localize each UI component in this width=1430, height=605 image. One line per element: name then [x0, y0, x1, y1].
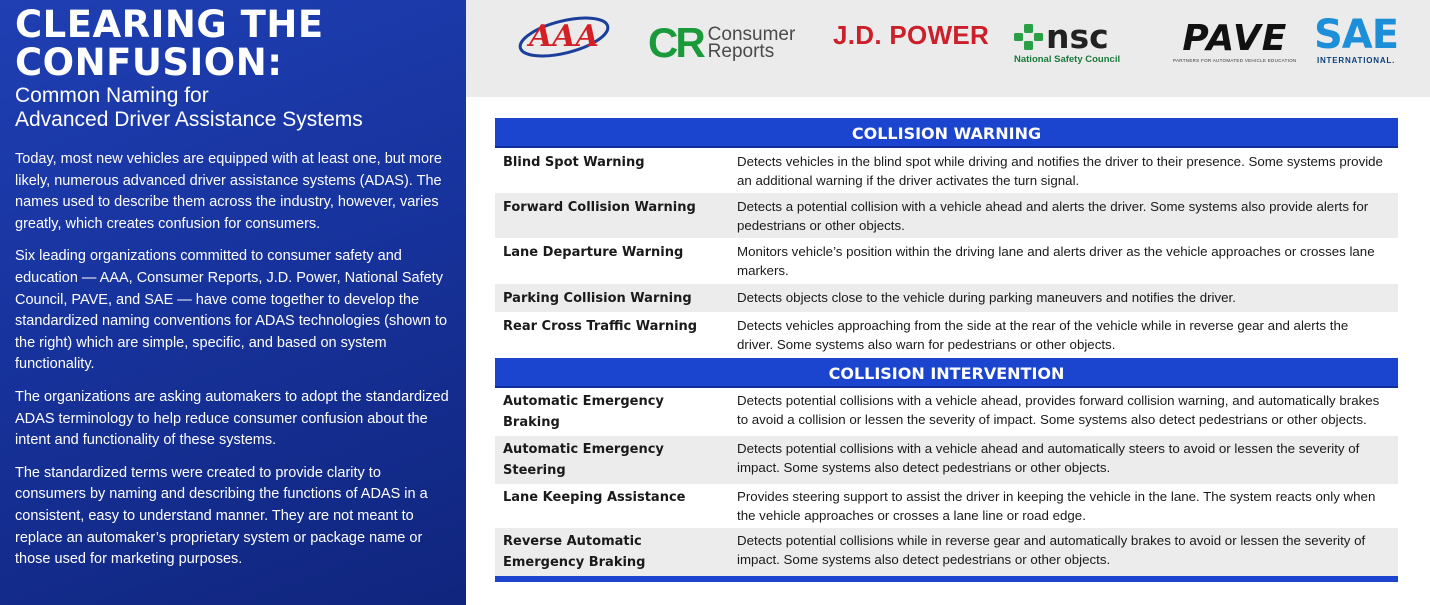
table-row	[495, 148, 1398, 193]
intro-panel	[0, 0, 466, 605]
term-description: Detects vehicles approaching from the side at the rear of the vehicle while in reverse gear and alerts the driver. Some systems also warn for pedestrians or other objects.	[737, 318, 1349, 352]
table-row	[495, 484, 1398, 528]
nsc-logo	[1014, 8, 1120, 78]
intro-paragraph: The organizations are asking automakers to adopt the standardized ADAS terminology to help reduce consumer confusion about the intent and functionality of these systems.	[15, 388, 449, 449]
term-description: Provides steering support to assist the driver in keeping the vehicle in the lane. The system reacts only when the vehicle approaches or crosses a lane line or road edge.	[737, 489, 1376, 523]
term-description: Detects a potential collision with a vehicle ahead and alerts the driver. Some systems also provide alerts for pedestrians or other objects.	[737, 199, 1369, 233]
intro-paragraph: Six leading organizations committed to consumer safety and education — AAA, Consumer Reports, J.D. Power, National Safety Council, PAVE, and SAE — have come together to develop the standardized naming conventions for ADAS technologies (shown to the right) which are simple, specific, and based on system functionality.	[15, 248, 448, 373]
pave-logo	[1173, 6, 1297, 76]
nsc-logo-subtitle: National Safety Council	[1014, 54, 1121, 65]
term-description: Monitors vehicle’s position within the driving lane and alerts driver as the vehicle approaches or crosses lane markers.	[737, 244, 1375, 278]
term-name: Blind Spot Warning	[503, 155, 645, 170]
term-name: Lane Keeping Assistance	[503, 490, 686, 505]
term-name: Forward Collision Warning	[503, 200, 696, 215]
cr-logo-mark: CR	[648, 19, 703, 66]
intro-paragraphs	[15, 149, 452, 571]
table-row	[495, 436, 1398, 484]
nsc-logo-word: nsc	[1046, 17, 1109, 56]
adas-terms-table	[495, 118, 1398, 582]
nsc-cross-icon	[1014, 24, 1044, 50]
cr-logo-wordmark: Consumer Reports	[707, 24, 796, 62]
term-description: Detects potential collisions while in reverse gear and automatically brakes to avoid or lessen the severity of impact. Some systems also detect pedestrians or other objects.	[737, 533, 1366, 567]
table-row	[495, 238, 1398, 284]
intro-paragraph: The standardized terms were created to provide clarity to consumers by naming and describing the functions of ADAS in a consistent, easy to understand manner. They are not meant to replace an automaker’s proprietary system or package name or those used for marketing purposes.	[15, 464, 428, 568]
table-row	[495, 284, 1398, 312]
table-row	[495, 312, 1398, 358]
term-name: Automatic Emergency Braking	[503, 394, 664, 430]
sae-logo-word: SAE	[1314, 11, 1399, 58]
term-description: Detects potential collisions with a vehicle ahead, provides forward collision warning, and automatically brakes to avoid a collision or lessen the severity of impact. Some systems also detect pedestrians or other objects.	[737, 393, 1380, 427]
subtitle-line-2: Advanced Driver Assistance Systems	[15, 108, 363, 131]
term-description: Detects objects close to the vehicle during parking maneuvers and notifies the driver.	[737, 290, 1236, 305]
title-line-2: CONFUSION:	[15, 41, 283, 84]
content-panel	[466, 0, 1430, 605]
term-name: Reverse Automatic Emergency Braking	[503, 534, 646, 570]
term-name: Rear Cross Traffic Warning	[503, 319, 698, 334]
page-subtitle	[15, 84, 452, 132]
aaa-logo-text: AAA	[529, 19, 599, 54]
section-header-next	[495, 576, 1398, 582]
term-description: Detects vehicles in the blind spot while driving and notifies the driver to their presence. Some systems provide an additional warning if the driver activates the turn signal.	[737, 154, 1383, 188]
intro-paragraph: Today, most new vehicles are equipped with at least one, but more likely, numerous advanced driver assistance systems (ADAS). The names used to describe them across the industry, however, varies greatly, which creates confusion for consumers.	[15, 151, 442, 232]
table-row	[495, 388, 1398, 436]
table-row	[495, 193, 1398, 238]
sae-logo-subtitle: INTERNATIONAL.	[1316, 55, 1396, 65]
term-name: Automatic Emergency Steering	[503, 442, 664, 478]
pave-logo-word: PAVE	[1182, 17, 1288, 59]
aaa-logo	[514, 2, 614, 72]
page-title	[15, 3, 452, 84]
title-line-1: CLEARING THE	[15, 3, 324, 46]
aaa-logo-icon	[514, 6, 614, 68]
consumer-reports-logo	[648, 8, 795, 78]
sae-logo	[1314, 4, 1398, 74]
table-row	[495, 528, 1398, 576]
jd-power-logo: J.D. POWER	[833, 19, 990, 50]
partner-logos	[466, 0, 1430, 97]
section-header-collision-warning: COLLISION WARNING	[495, 118, 1398, 148]
section-header-collision-intervention: COLLISION INTERVENTION	[495, 358, 1398, 388]
pave-logo-subtitle: PARTNERS FOR AUTOMATED VEHICLE EDUCATION	[1173, 57, 1297, 63]
term-name: Lane Departure Warning	[503, 245, 684, 260]
term-name: Parking Collision Warning	[503, 291, 692, 306]
subtitle-line-1: Common Naming for	[15, 84, 209, 107]
term-description: Detects potential collisions with a vehicle ahead and automatically steers to avoid or lessen the severity of impact. Some systems also detect pedestrians or other objects.	[737, 441, 1360, 475]
